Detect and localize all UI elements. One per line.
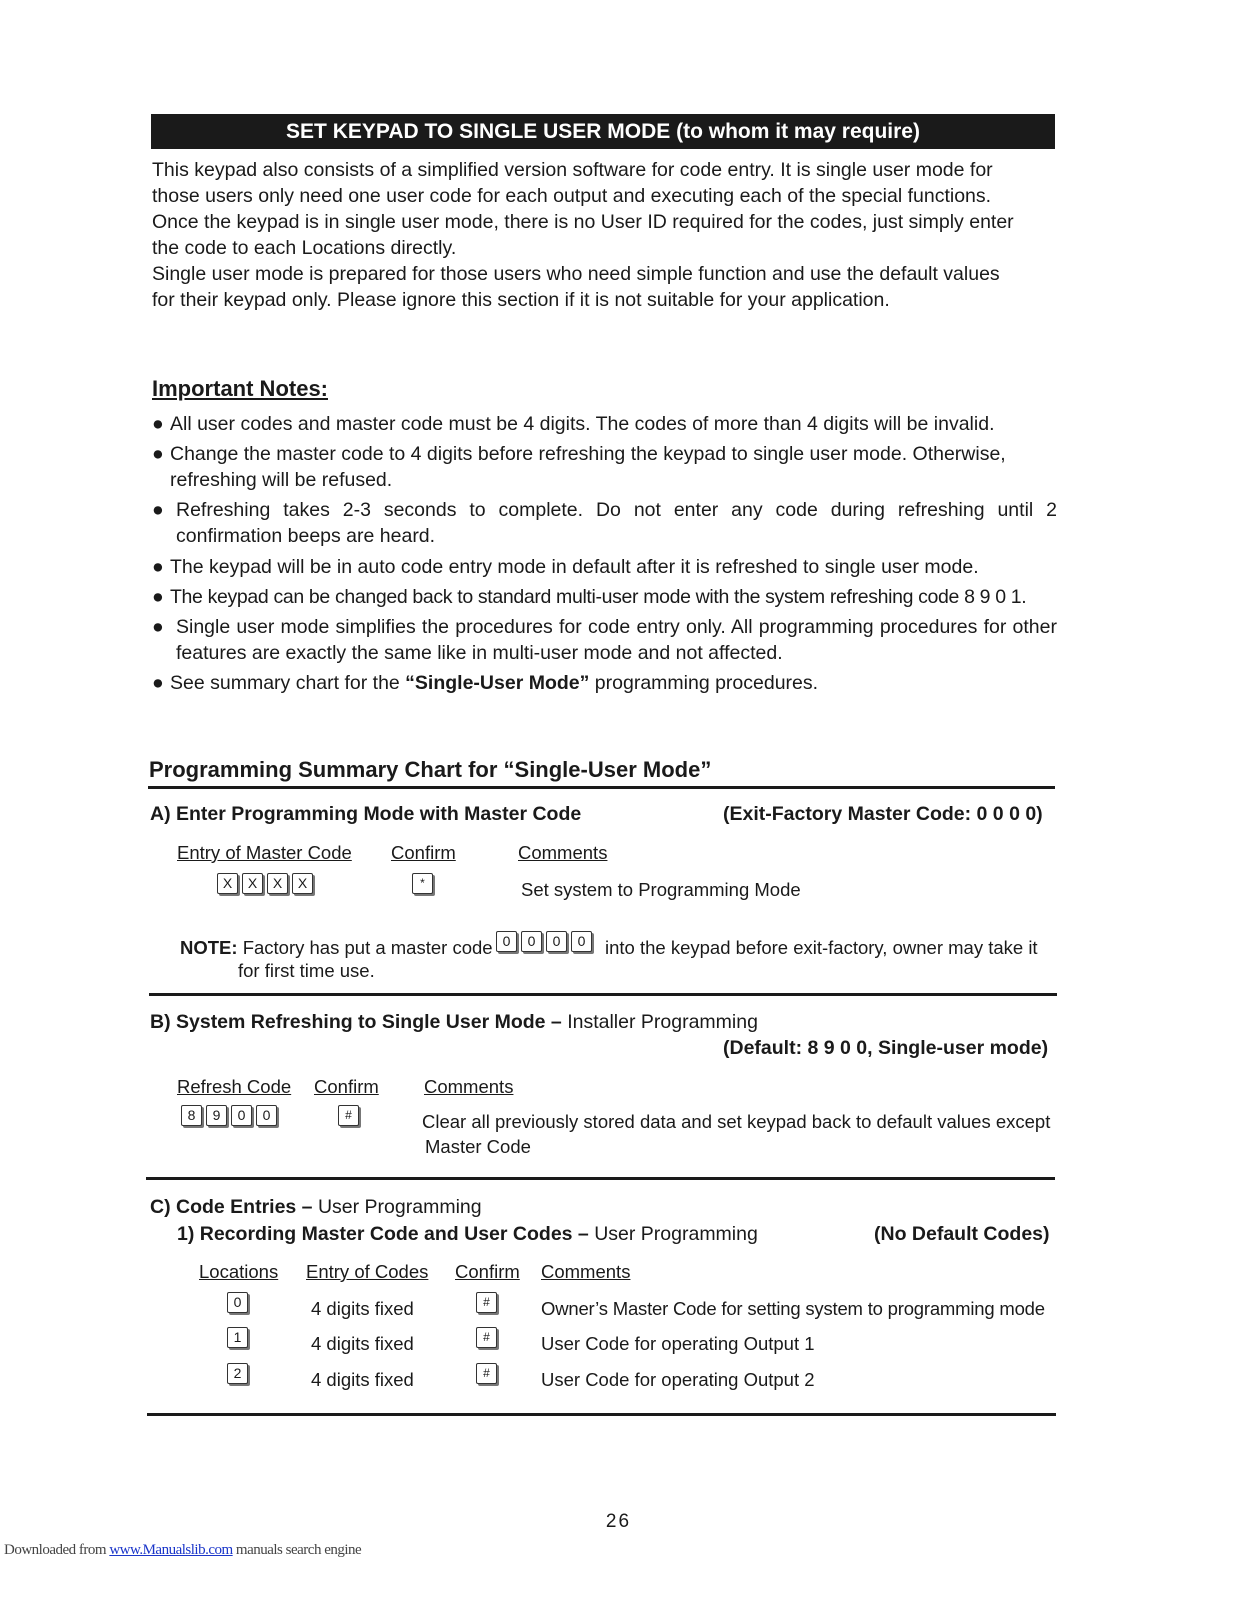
comment-text: Set system to Programming Mode [521, 879, 801, 900]
important-notes-title: Important Notes: [152, 376, 328, 401]
key-icon: 0 [521, 931, 542, 952]
note-item [152, 411, 1057, 437]
note-text [152, 670, 1057, 696]
col-header-locations: Locations [199, 1261, 279, 1282]
section-b-dash: – [545, 1011, 568, 1033]
bullet-icon: ● [152, 556, 164, 578]
intro-line: the code to each Locations directly. [152, 237, 457, 259]
refresh-code-keys [181, 1105, 277, 1126]
key-icon: 0 [231, 1105, 252, 1126]
divider [148, 786, 1055, 789]
comment-text: User Code for operating Output 1 [541, 1333, 815, 1354]
bullet-icon: ● [152, 499, 164, 521]
col-header-comments: Comments [518, 842, 608, 863]
section-c-default: (No Default Codes) [874, 1223, 1050, 1245]
key-icon: 0 [256, 1105, 277, 1126]
note-item [152, 497, 1057, 549]
col-header-confirm: Confirm [314, 1076, 379, 1097]
hash-key-icon: # [476, 1327, 497, 1348]
entry-text: 4 digits fixed [311, 1333, 414, 1354]
key-icon: 2 [227, 1363, 248, 1384]
download-footer [4, 1542, 361, 1559]
star-key-icon: * [412, 873, 433, 894]
section-banner: SET KEYPAD TO SINGLE USER MODE (to whom it may require) [151, 114, 1055, 149]
note-post: into the keypad before exit-factory, owner may take it [605, 937, 1038, 958]
section-c-title-normal: User Programming [312, 1196, 482, 1218]
note-item [152, 441, 1057, 493]
bullet-icon: ● [152, 413, 164, 435]
note-text: Change the master code to 4 digits before refreshing the keypad to single user mode. Otherwise, refreshing will be refused. [170, 443, 1006, 491]
key-icon: X [217, 873, 238, 894]
divider [149, 993, 1057, 996]
location-key [227, 1327, 248, 1348]
section-c-subtitle [177, 1221, 758, 1247]
key-icon: X [292, 873, 313, 894]
section-a-title: A) Enter Programming Mode with Master Code [150, 803, 582, 825]
factory-code-keys [496, 931, 592, 952]
location-key [227, 1363, 248, 1384]
col-header-comments: Comments [541, 1261, 631, 1282]
intro-line: This keypad also consists of a simplified version software for code entry. It is single user mode for [152, 159, 993, 181]
intro-paragraph [152, 157, 1057, 313]
col-header-comments: Comments [424, 1076, 514, 1097]
confirm-keys [476, 1292, 497, 1313]
key-icon: X [242, 873, 263, 894]
section-a-default: (Exit-Factory Master Code: 0 0 0 0) [723, 803, 1043, 825]
note-text: The keypad will be in auto code entry mode in default after it is refreshed to single user mode. [170, 556, 979, 578]
master-code-keys [217, 873, 313, 894]
key-icon: 0 [496, 931, 517, 952]
section-c-title [150, 1194, 482, 1220]
bullet-icon: ● [152, 586, 164, 608]
col-header-entry: Entry of Codes [306, 1261, 429, 1282]
note-line [180, 937, 493, 959]
note-label: NOTE: [180, 937, 238, 958]
section-c-sub-bold: 1) Recording Master Code and User Codes – [177, 1223, 589, 1245]
location-key [227, 1292, 248, 1313]
note-text: Refreshing takes 2-3 seconds to complete. Do not enter any code during refreshing until 2 confirmation beeps are heard. [176, 499, 1057, 547]
section-c-title-bold: C) Code Entries – [150, 1196, 313, 1218]
note-item [152, 584, 1057, 610]
note-text-bold: “Single-User Mode” [405, 672, 590, 694]
key-icon: X [267, 873, 288, 894]
manualslib-link[interactable]: www.Manualslib.com [109, 1542, 233, 1558]
comment-text: User Code for operating Output 2 [541, 1369, 815, 1390]
col-header-confirm: Confirm [455, 1261, 520, 1282]
intro-line: for their keypad only. Please ignore this section if it is not suitable for your application. [152, 289, 890, 311]
col-header-refresh: Refresh Code [177, 1076, 292, 1097]
note-text: Single user mode simplifies the procedures for code entry only. All programming procedures for other features are exactly the same like in multi-user mode and not affected. [176, 616, 1057, 664]
key-icon: 8 [181, 1105, 202, 1126]
bullet-icon: ● [152, 672, 164, 694]
note-text: The keypad can be changed back to standard multi-user mode with the system refreshing code 8 9 0 1. [170, 586, 1027, 608]
confirm-keys [338, 1105, 359, 1126]
note-line2: for first time use. [238, 960, 375, 981]
divider [146, 1177, 1055, 1180]
key-icon: 0 [546, 931, 567, 952]
footer-pre: Downloaded from [4, 1542, 110, 1558]
note-text-pre: See summary chart for the [170, 672, 406, 694]
note-text: All user codes and master code must be 4 digits. The codes of more than 4 digits will be invalid. [170, 413, 995, 435]
confirm-keys [476, 1363, 497, 1384]
hash-key-icon: # [476, 1292, 497, 1313]
note-item [152, 554, 1057, 580]
comment-text: Clear all previously stored data and set keypad back to default values except [422, 1111, 1051, 1132]
section-b-title-normal: Installer Programming [567, 1011, 758, 1033]
col-header-confirm: Confirm [391, 842, 456, 863]
confirm-keys [476, 1327, 497, 1348]
entry-text: 4 digits fixed [311, 1369, 414, 1390]
note-item [152, 614, 1057, 666]
hash-key-icon: # [338, 1105, 359, 1126]
intro-line: Once the keypad is in single user mode, there is no User ID required for the codes, just simply enter [152, 211, 1014, 233]
confirm-keys [412, 873, 433, 894]
key-icon: 9 [206, 1105, 227, 1126]
col-header-entry: Entry of Master Code [177, 842, 352, 863]
note-item [152, 670, 1057, 696]
section-b-title [150, 1009, 758, 1035]
section-b-default: (Default: 8 9 0 0, Single-user mode) [723, 1037, 1049, 1059]
note-text-post: programming procedures. [589, 672, 819, 694]
comment-text: Owner’s Master Code for setting system to programming mode [541, 1298, 1045, 1319]
note-pre: Factory has put a master code [242, 937, 493, 958]
footer-post: manuals search engine [232, 1542, 362, 1558]
bullet-icon: ● [152, 616, 164, 638]
entry-text: 4 digits fixed [311, 1298, 414, 1319]
key-icon: 0 [571, 931, 592, 952]
intro-line: those users only need one user code for each output and executing each of the special functions. [152, 185, 992, 207]
hash-key-icon: # [476, 1363, 497, 1384]
key-icon: 1 [227, 1327, 248, 1348]
bullet-icon: ● [152, 443, 164, 465]
chart-title: Programming Summary Chart for “Single-User Mode” [149, 757, 712, 782]
section-c-sub-normal: User Programming [588, 1223, 758, 1245]
key-icon: 0 [227, 1292, 248, 1313]
page-number: 26 [605, 1511, 632, 1532]
divider [147, 1413, 1056, 1416]
comment-text: Master Code [425, 1136, 531, 1157]
section-b-title-bold: B) System Refreshing to Single User Mode [150, 1011, 546, 1033]
intro-line: Single user mode is prepared for those users who need simple function and use the default values [152, 263, 1000, 285]
